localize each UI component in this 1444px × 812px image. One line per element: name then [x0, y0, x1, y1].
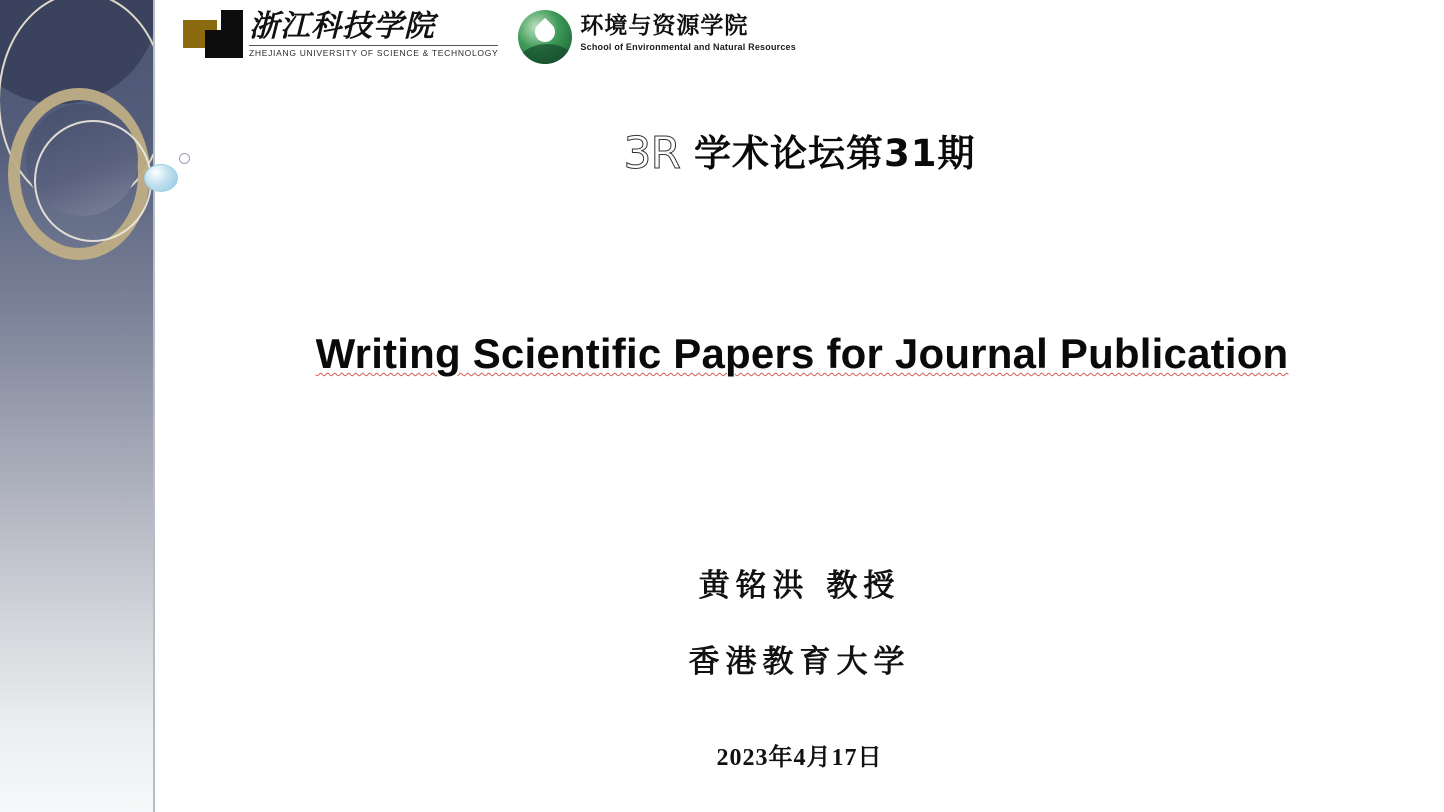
presentation-date: 2023年4月17日 — [716, 745, 883, 771]
speaker-line — [155, 560, 1444, 605]
school-logo-text — [580, 10, 796, 52]
university-logo-text — [249, 10, 498, 58]
forum-heading — [155, 130, 1444, 178]
water-drop-leaf-badge-icon — [518, 10, 572, 64]
zust-mark-black-square — [221, 10, 243, 58]
speaker-affiliation: 香港教育大学 — [688, 644, 911, 680]
zust-block-mark-icon — [183, 10, 243, 58]
page-title — [160, 330, 1444, 378]
school-name-cn: 环境与资源学院 — [580, 13, 749, 39]
university-name-cn: 浙江科技学院 — [249, 9, 435, 44]
logo-row — [183, 10, 796, 64]
university-name-en: ZHEJIANG UNIVERSITY OF SCIENCE & TECHNOLOGY — [249, 45, 498, 58]
decorative-ring-small-icon — [34, 120, 152, 242]
badge-swoosh-shape — [518, 44, 572, 64]
3r-logo-icon: 3R — [623, 128, 681, 179]
school-name-en: School of Environmental and Natural Resources — [580, 42, 796, 52]
page-title-text: Writing Scientific Papers for Journal Publication — [315, 330, 1289, 377]
speaker-title: 教授 — [826, 568, 901, 604]
water-drop-shape-icon — [531, 18, 559, 46]
decorative-left-band — [0, 0, 155, 812]
speaker-name: 黄铭洪 — [698, 568, 810, 604]
school-logo — [518, 10, 796, 64]
forum-title-cn: 学术论坛第31期 — [694, 132, 976, 175]
university-logo — [183, 10, 498, 58]
band-divider — [153, 0, 155, 812]
